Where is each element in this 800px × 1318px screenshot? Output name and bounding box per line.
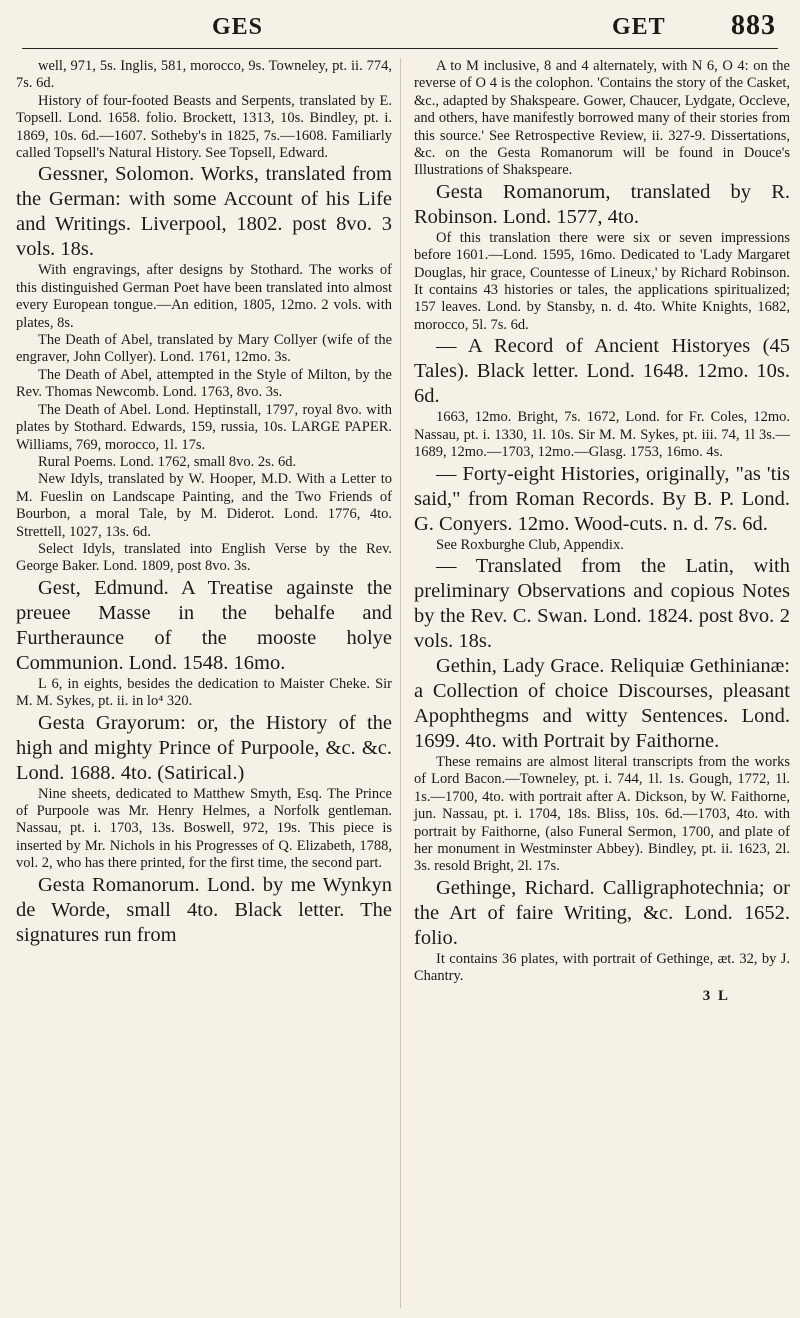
entry-heading: — Forty-eight Histories, originally, "as 'tis said," from Roman Records. By B. P. Lond. G. Conyers. 12mo. Wood-cuts. n. d. 7s. 6d. [414, 462, 790, 535]
entry-note: History of four-footed Beasts and Serpents, translated by E. Topsell. Lond. 1658. folio. Brockett, 1313, 10s. Bindley, pt. i. 1869, 10s. 6d.—1607. Sotheby's in 1825, 7s.—1608. Familiarly called Topsell's Natural History. See Topsell, Edward. [16, 92, 392, 162]
entry-note: 1663, 12mo. Bright, 7s. 1672, Lond. for Fr. Coles, 12mo. Nassau, pt. i. 1330, 1l. 10s. Sir M. M. Sykes, pt. iii. 74, 1l 3s.—1689, 12mo.—1703, 12mo.—Glasg. 1753, 16mo. 4s. [414, 409, 790, 461]
entry-note: A to M inclusive, 8 and 4 alternately, with N 6, O 4: on the reverse of O 4 is the colophon. 'Contains the story of the Casket, &c., adapted by Shakspeare. Gower, Chaucer, Lydgate, Occleve, and others, have manifestly borrowed many of their stories from this source.' See Retrospective Review, ii. 327-9. Dissertations, &c. on the Gesta Romanorum will be found in Douce's Illustrations of Shakspeare. [414, 58, 790, 179]
entry-note: Rural Poems. Lond. 1762, small 8vo. 2s. 6d. [38, 453, 297, 470]
signature-mark: 3 L [702, 987, 730, 1004]
entry-heading: Gethinge, Richard. Calligraphotechnia; or the Art of faire Writing, &c. Lond. 1652. folio. [414, 876, 790, 949]
entry-note: Nine sheets, dedicated to Matthew Smyth, Esq. The Prince of Purpoole was Mr. Henry Helmes, a Norfolk gentleman. Nassau, pt. i. 1703, 13s. Boswell, 972, 19s. This piece is inserted by Mr. Nichols in his Progresses of Q. Elizabeth, 1788, vol. 2, who has there printed, for the first time, the second part. [16, 785, 392, 872]
entry-heading: Gest, Edmund. A Treatise againste the preuee Masse in the behalfe and Furtheraunce of the mooste holye Communion. Lond. 1548. 16mo. [16, 576, 392, 674]
entry-note: Of this translation there were six or seven impressions before 1601.—Lond. 1595, 16mo. Dedicated to 'Lady Margaret Douglas, hir grace, Countesse of Lineux,' by Richard Robinson. It contains 43 histories or tales, the applications spiritualized; 157 leaves. Lond. by Stansby, n. d. 4to. White Knights, 1682, morocco, 5l. 7s. 6d. [414, 229, 790, 333]
running-head-right: GET [612, 14, 666, 40]
running-head [22, 8, 778, 49]
entry-heading: Gesta Grayorum: or, the History of the high and mighty Prince of Purpoole, &c. &c. Lond. 1688. 4to. (Satirical.) [16, 711, 392, 784]
entry-heading: — A Record of Ancient Historyes (45 Tales). Black letter. Lond. 1648. 12mo. 10s. 6d. [414, 335, 790, 408]
entry-heading: Gesta Romanorum. Lond. by me Wynkyn de Worde, small 4to. Black letter. The signatures run from [16, 873, 392, 946]
entry-heading: Gethin, Lady Grace. Reliquiæ Gethinianæ: a Collection of choice Discourses, pleasant Apophthegms and witty Sentences. Lond. 1699. 4to. with Portrait by Faithorne. [414, 654, 790, 752]
entry-note: It contains 36 plates, with portrait of Gethinge, æt. 32, by J. Chantry. [414, 950, 790, 985]
entry-note: L 6, in eights, besides the dedication to Maister Cheke. Sir M. M. Sykes, pt. ii. in lo⁴ 320. [16, 675, 392, 710]
entry-note: Select Idyls, translated into English Verse by the Rev. George Baker. Lond. 1809, post 8vo. 3s. [16, 540, 392, 575]
column-divider [400, 58, 401, 1308]
entry-heading: Gessner, Solomon. Works, translated from the German: with some Account of his Life and Writings. Liverpool, 1802. post 8vo. 3 vols. 18s. [16, 163, 392, 261]
running-head-left: GES [212, 14, 264, 40]
entry-note: well, 971, 5s. Inglis, 581, morocco, 9s. Towneley, pt. ii. 774, 7s. 6d. [16, 58, 392, 92]
entry-note: New Idyls, translated by W. Hooper, M.D. With a Letter to M. Fueslin on Landscape Painting, and the Two Friends of Bourbon, a moral Tale, by M. Diderot. Lond. 1776, 4to. Strettell, 1027, 13s. 6d. [16, 471, 392, 540]
entry-heading: Gesta Romanorum, translated by R. Robinson. Lond. 1577, 4to. [414, 180, 790, 228]
entry-note: The Death of Abel, translated by Mary Collyer (wife of the engraver, John Collyer). Lond. 1761, 12mo. 3s. [16, 332, 392, 366]
entry-heading: — Translated from the Latin, with preliminary Observations and copious Notes by the Rev. C. Swan. Lond. 1824. post 8vo. 2 vols. 18s. [414, 554, 790, 652]
entry-note: The Death of Abel, attempted in the Style of Milton, by the Rev. Thomas Newcomb. Lond. 1763, 8vo. 3s. [16, 366, 392, 401]
right-column [414, 58, 790, 1005]
entry-note: These remains are almost literal transcripts from the works of Lord Bacon.—Towneley, pt. i. 744, 1l. 1s. Gough, 1772, 1l. 1s.—1700, 4to. with portrait after A. Dickson, by W. Faithorne, jun. Nassau, pt. i. 1704, 18s. Bliss, 10s. 6d.—1703, 4to. with portrait by Faithorne, (also Funeral Sermon, 1700, and plate of her monument in Westminster Abbey). Bindley, pt. ii. 1623, 2l. 3s. resold Bright, 2l. 17s. [414, 753, 790, 875]
page-number: 883 [731, 10, 776, 41]
entry-note: The Death of Abel. Lond. Heptinstall, 1797, royal 8vo. with plates by Stothard. Edwards, 159, russia, 10s. LARGE PAPER. Williams, 769, morocco, 1l. 17s. [16, 401, 392, 453]
entry-note: See Roxburghe Club, Appendix. [436, 536, 624, 553]
left-column [16, 58, 392, 948]
entry-note: With engravings, after designs by Stothard. The works of this distinguished German Poet have been translated into almost every European tongue.—An edition, 1805, 12mo. 2 vols. with plates, 8s. [16, 262, 392, 331]
